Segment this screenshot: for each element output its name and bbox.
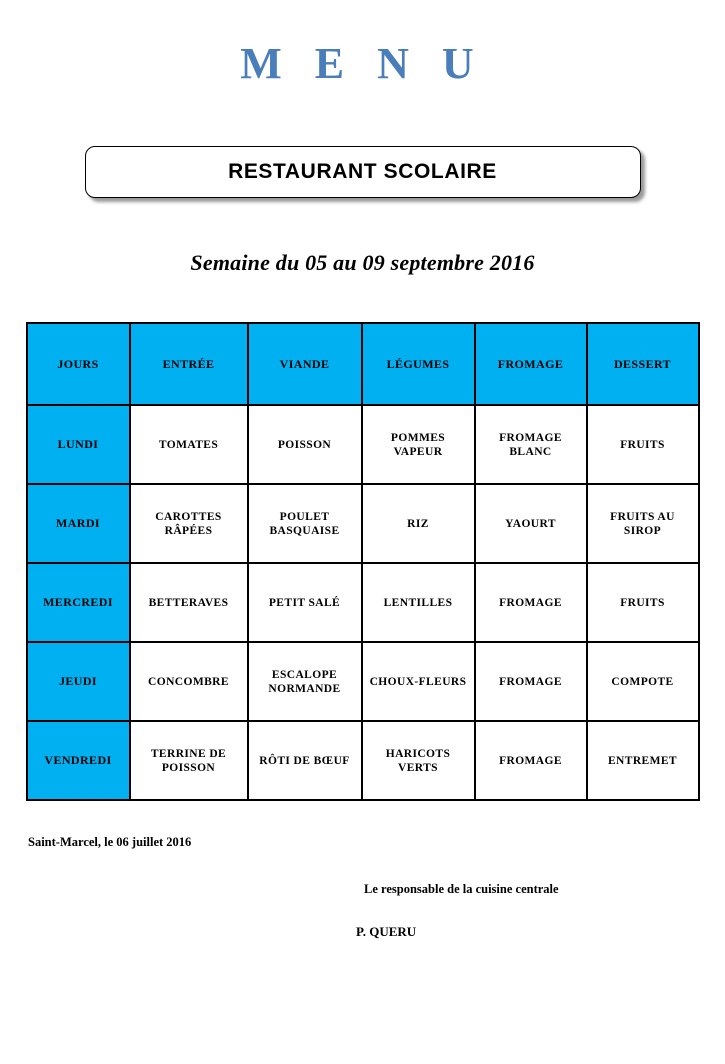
column-header-viande: VIANDE xyxy=(248,323,362,405)
cell-dessert: FRUITS AU SIROP xyxy=(587,484,699,563)
cell-entree: CONCOMBRE xyxy=(130,642,248,721)
cell-dessert: FRUITS xyxy=(587,563,699,642)
signature-name: P. QUERU xyxy=(356,924,417,940)
cell-day: LUNDI xyxy=(27,405,130,484)
cell-dessert: ENTREMET xyxy=(587,721,699,800)
column-header-dessert: DESSERT xyxy=(587,323,699,405)
column-header-legumes: LÉGUMES xyxy=(362,323,475,405)
cell-fromage: FROMAGE xyxy=(475,721,587,800)
page-title: M E N U xyxy=(240,39,485,88)
cell-viande: RÔTI DE BŒUF xyxy=(248,721,362,800)
cell-day: MERCREDI xyxy=(27,563,130,642)
cell-dessert: COMPOTE xyxy=(587,642,699,721)
cell-fromage: FROMAGE xyxy=(475,642,587,721)
menu-table-container xyxy=(0,322,725,801)
cell-entree: BETTERAVES xyxy=(130,563,248,642)
week-range: Semaine du 05 au 09 septembre 2016 xyxy=(190,250,535,276)
menu-table xyxy=(26,322,700,801)
cell-legumes: HARICOTS VERTS xyxy=(362,721,475,800)
column-header-jours: JOURS xyxy=(27,323,130,405)
cell-entree: CAROTTES RÂPÉES xyxy=(130,484,248,563)
table-row xyxy=(27,405,699,484)
cell-viande: ESCALOPE NORMANDE xyxy=(248,642,362,721)
cell-viande: PETIT SALÉ xyxy=(248,563,362,642)
table-row xyxy=(27,563,699,642)
cell-day: VENDREDI xyxy=(27,721,130,800)
cell-entree: TOMATES xyxy=(130,405,248,484)
cell-fromage: FROMAGE BLANC xyxy=(475,405,587,484)
cell-dessert: FRUITS xyxy=(587,405,699,484)
place-and-date: Saint-Marcel, le 06 juillet 2016 xyxy=(28,835,192,850)
restaurant-label: RESTAURANT SCOLAIRE xyxy=(228,160,497,184)
restaurant-banner xyxy=(0,146,725,198)
menu-document xyxy=(0,40,725,1064)
table-header-row xyxy=(27,323,699,405)
cell-viande: POISSON xyxy=(248,405,362,484)
table-row xyxy=(27,721,699,800)
cell-day: MARDI xyxy=(27,484,130,563)
table-row xyxy=(27,484,699,563)
column-header-entree: ENTRÉE xyxy=(130,323,248,405)
restaurant-box xyxy=(85,146,641,198)
cell-legumes: RIZ xyxy=(362,484,475,563)
signature-role: Le responsable de la cuisine centrale xyxy=(364,882,559,897)
cell-entree: TERRINE DE POISSON xyxy=(130,721,248,800)
column-header-fromage: FROMAGE xyxy=(475,323,587,405)
cell-viande: POULET BASQUAISE xyxy=(248,484,362,563)
cell-legumes: LENTILLES xyxy=(362,563,475,642)
cell-legumes: CHOUX-FLEURS xyxy=(362,642,475,721)
cell-fromage: YAOURT xyxy=(475,484,587,563)
cell-day: JEUDI xyxy=(27,642,130,721)
cell-legumes: POMMES VAPEUR xyxy=(362,405,475,484)
table-row xyxy=(27,642,699,721)
cell-fromage: FROMAGE xyxy=(475,563,587,642)
